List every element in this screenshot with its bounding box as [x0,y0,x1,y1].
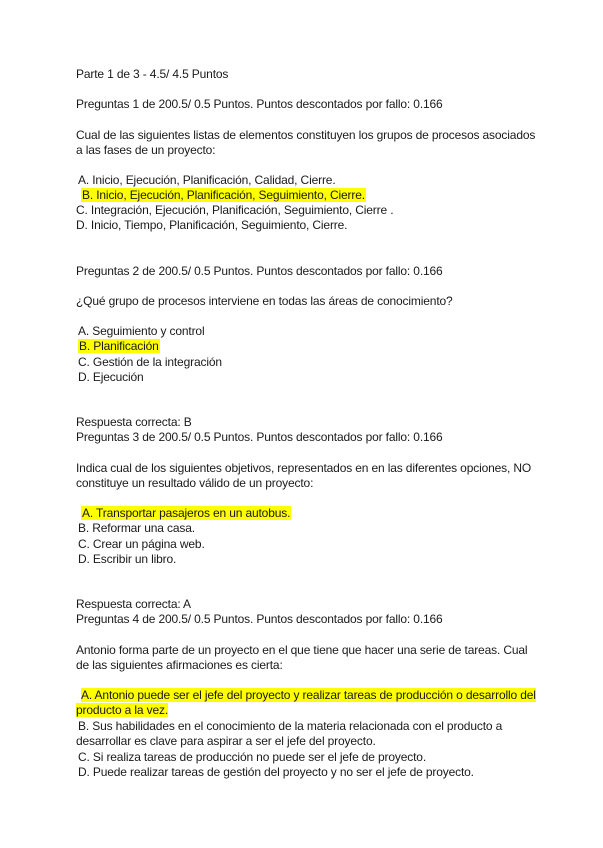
question-1-header: Preguntas 1 de 200.5/ 0.5 Puntos. Puntos descontados por fallo: 0.166 [76,97,443,111]
question-4-option-d: D. Puede realizar tareas de gestión del proyecto y no ser el jefe de proyecto. [78,765,474,779]
question-4-header: Preguntas 4 de 200.5/ 0.5 Puntos. Puntos descontados por fallo: 0.166 [76,612,443,626]
question-3-option-c: C. Crear un página web. [78,537,205,551]
question-3-correct-answer: Respuesta correcta: A [76,597,191,611]
question-2-text: ¿Qué grupo de procesos interviene en todas las áreas de conocimiento? [76,294,453,308]
question-2-option-b [78,339,160,354]
part-header: Parte 1 de 3 - 4.5/ 4.5 Puntos [76,67,229,81]
question-2-correct-answer: Respuesta correcta: B [76,415,192,429]
question-1-option-c: C. Integración, Ejecución, Planificación, Seguimiento, Cierre . [76,203,394,217]
question-2-option-b-highlight: B. Planificación [79,339,159,353]
question-3-option-a [81,506,291,521]
question-4-text: Antonio forma parte de un proyecto en el que tiene que hacer una serie de tareas. Cual de las siguientes afirmaciones es cierta: [76,643,528,673]
question-2-option-d: D. Ejecución [78,370,144,384]
question-1-option-b-highlight: B. Inicio, Ejecución, Planificación, Seguimiento, Cierre. [82,188,365,202]
question-4-option-c: C. Si realiza tareas de producción no puede ser el jefe de proyecto. [78,750,427,764]
question-3-option-a-highlight: A. Transportar pasajeros en un autobus. [82,506,291,520]
question-2-option-c: C. Gestión de la integración [78,355,222,369]
question-3-option-d: D. Escribir un libro. [78,552,177,566]
question-4-option-a [76,688,542,719]
question-3-option-b: B. Reformar una casa. [78,521,195,535]
question-4-option-a-highlight: A. Antonio puede ser el jefe del proyecto y realizar tareas de producción o desarrollo del producto a la vez. [76,688,536,718]
question-2-option-a: A. Seguimiento y control [78,324,205,338]
question-1-option-a: A. Inicio, Ejecución, Planificación, Calidad, Cierre. [78,173,336,187]
question-3-text: Indica cual de los siguientes objetivos, representados en en las diferentes opciones, NO constituye un resultado válido de un proyecto: [76,461,532,491]
question-2-header: Preguntas 2 de 200.5/ 0.5 Puntos. Puntos descontados por fallo: 0.166 [76,264,443,278]
question-1-option-b [81,188,366,203]
question-4-option-b: B. Sus habilidades en el conocimiento de la materia relacionada con el producto a desarrollar es clave para aspirar a ser el jefe del proyecto. [76,719,503,749]
question-1-text: Cual de las siguientes listas de elementos constituyen los grupos de procesos asociados a las fases de un proyecto: [76,128,536,158]
question-3-header: Preguntas 3 de 200.5/ 0.5 Puntos. Puntos descontados por fallo: 0.166 [76,430,443,444]
question-1-option-d: D. Inicio, Tiempo, Planificación, Seguimiento, Cierre. [76,218,348,232]
